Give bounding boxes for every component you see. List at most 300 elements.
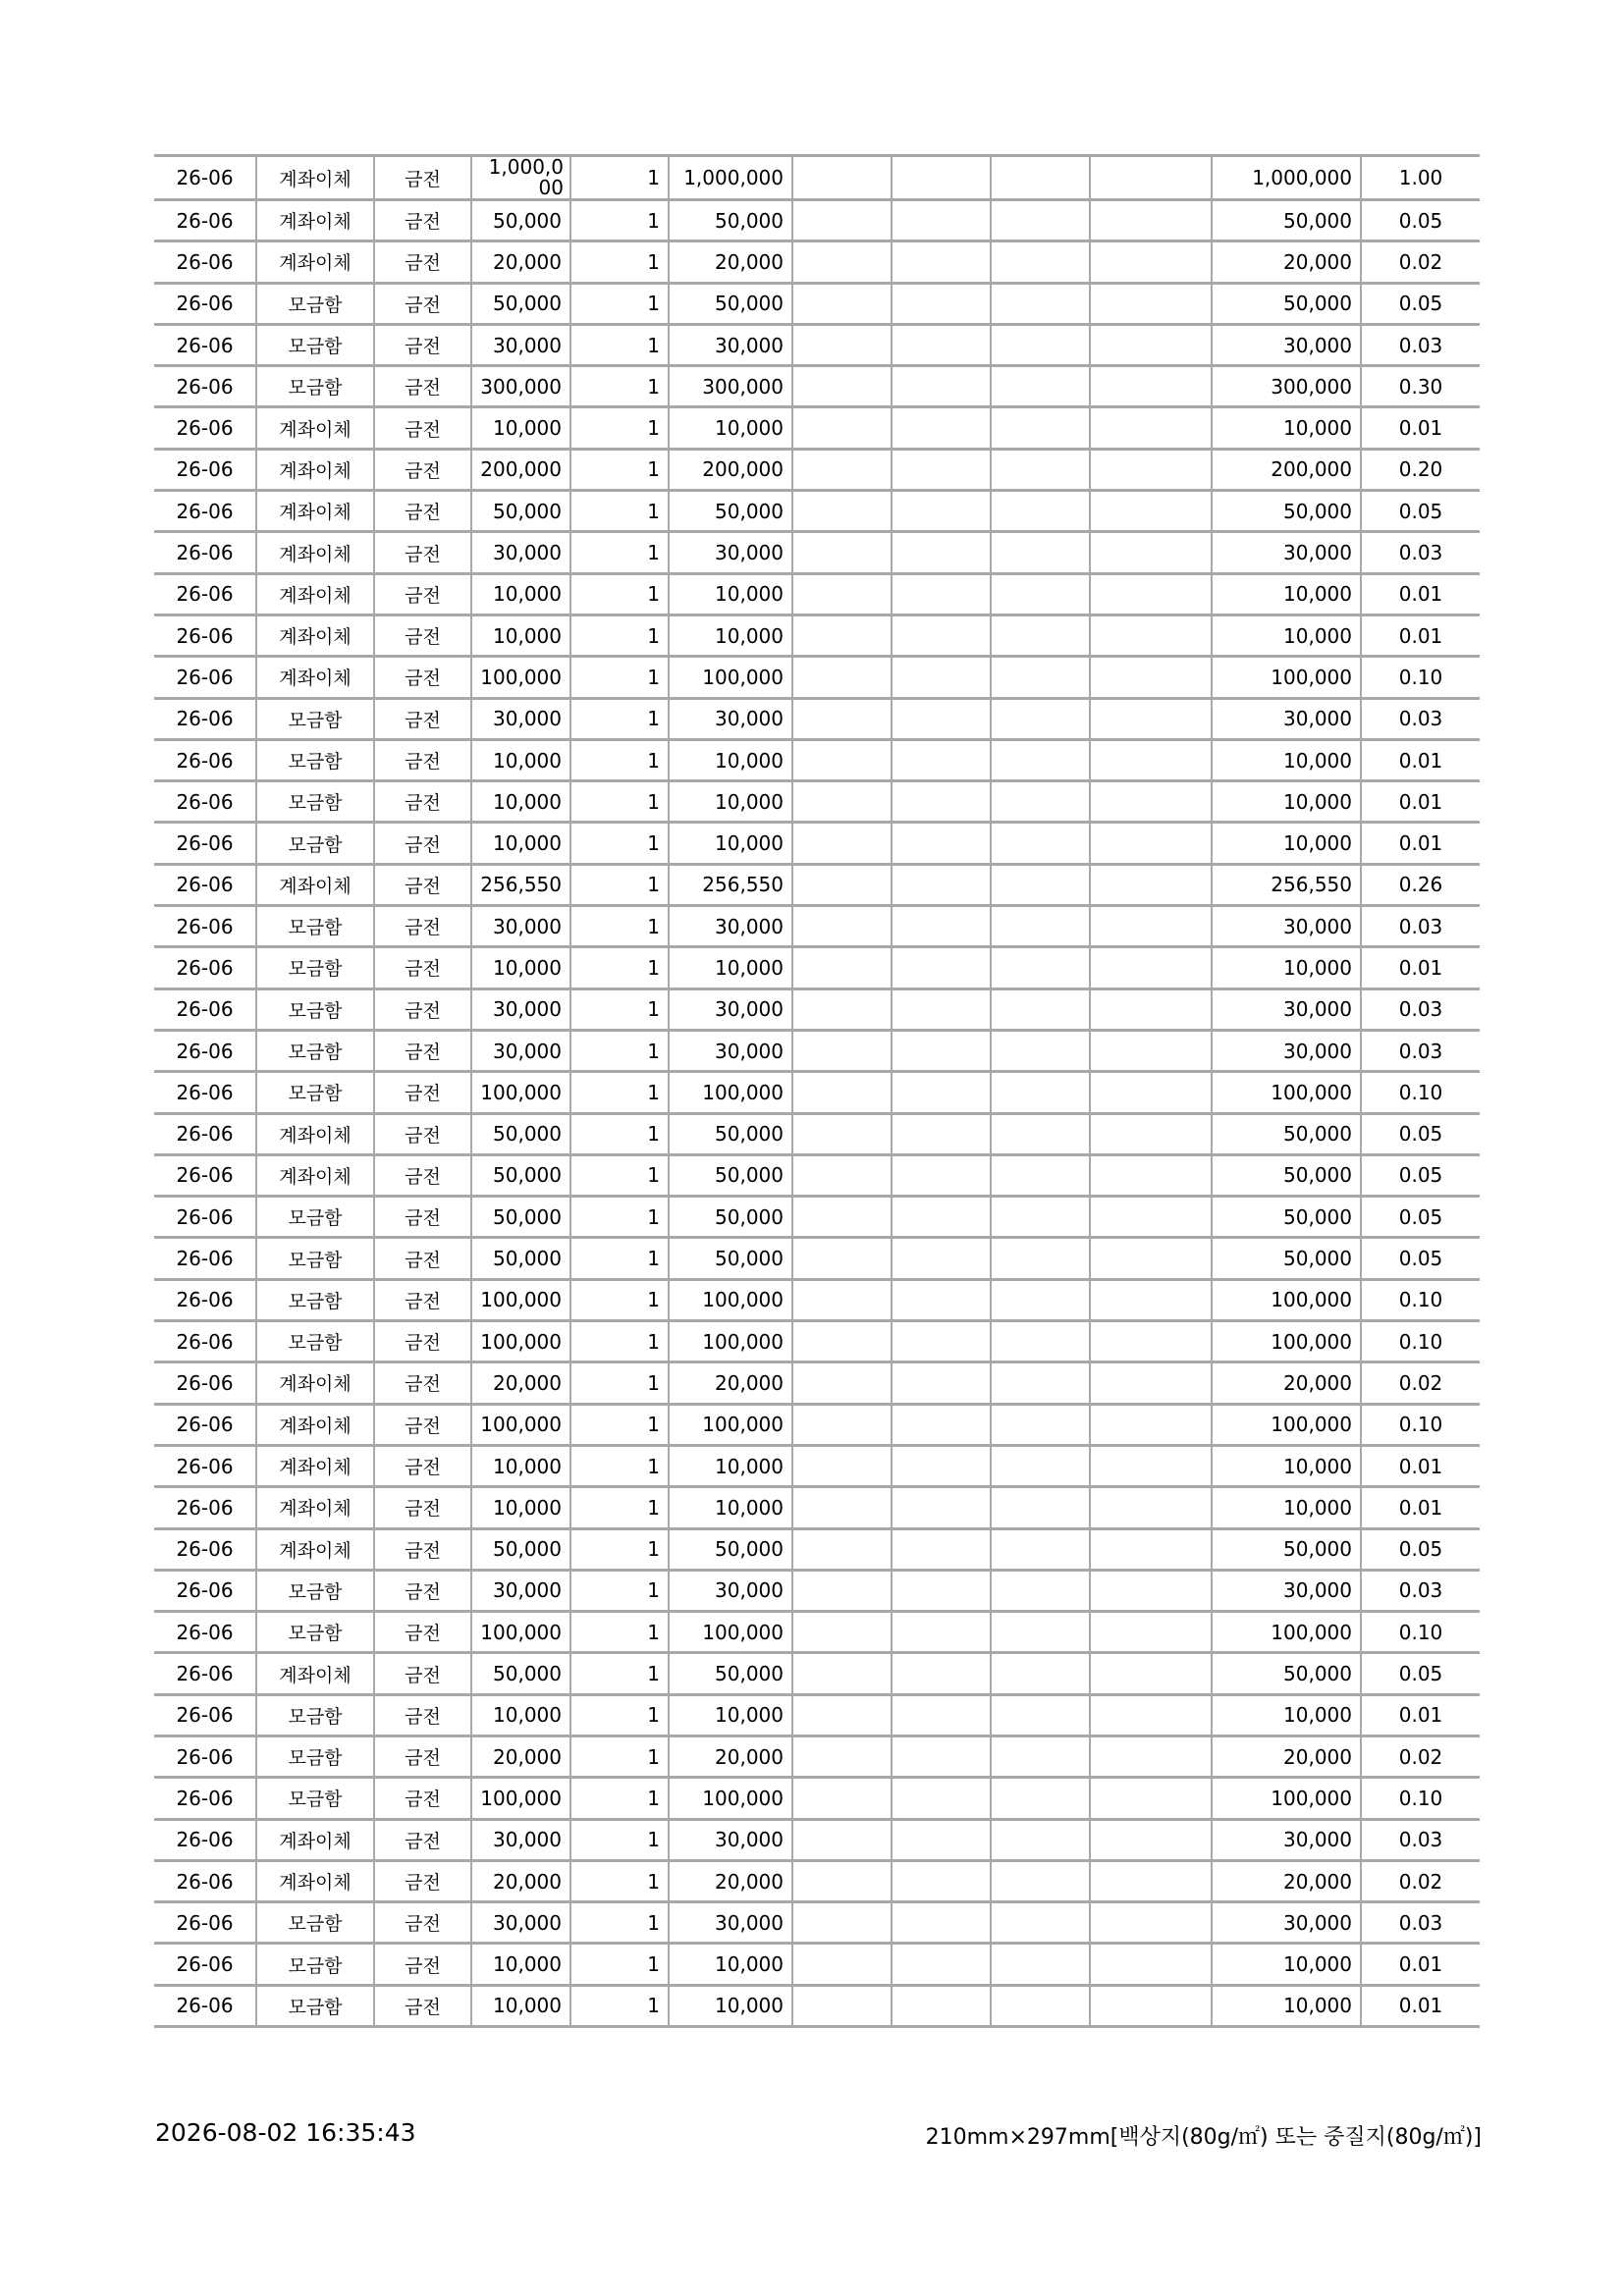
- cell-empty: [892, 1778, 991, 1819]
- cell-ratio: 0.30: [1361, 366, 1480, 407]
- cell-empty: [892, 906, 991, 947]
- cell-ratio: 0.01: [1361, 614, 1480, 656]
- cell-empty: [792, 1860, 892, 1901]
- cell-ratio: 0.05: [1361, 1197, 1480, 1238]
- cell-type: 금전: [374, 1487, 471, 1528]
- cell-year-month: 26-06: [154, 1279, 256, 1320]
- cell-total: 300,000: [1212, 366, 1361, 407]
- cell-year-month: 26-06: [154, 200, 256, 241]
- cell-type: 금전: [374, 988, 471, 1030]
- cell-type: 금전: [374, 1445, 471, 1486]
- cell-method: 계좌이체: [256, 449, 374, 490]
- cell-ratio: 0.01: [1361, 1985, 1480, 2026]
- cell-method: 계좌이체: [256, 1653, 374, 1694]
- cell-type: 금전: [374, 1570, 471, 1611]
- cell-amount: 100,000: [669, 1612, 792, 1653]
- cell-empty: [991, 781, 1090, 823]
- cell-empty: [892, 1819, 991, 1860]
- cell-quantity: 1: [570, 614, 669, 656]
- cell-unit-amount: 100,000: [471, 1404, 570, 1445]
- cell-empty: [892, 864, 991, 905]
- cell-method: 모금함: [256, 1902, 374, 1944]
- cell-empty: [991, 906, 1090, 947]
- table-row: [154, 366, 1480, 407]
- cell-method: 계좌이체: [256, 1362, 374, 1404]
- cell-empty: [1090, 1944, 1212, 1985]
- cell-empty: [1090, 1653, 1212, 1694]
- cell-empty: [792, 1279, 892, 1320]
- cell-empty: [991, 491, 1090, 532]
- cell-ratio: 0.01: [1361, 1944, 1480, 1985]
- cell-year-month: 26-06: [154, 864, 256, 905]
- cell-unit-amount: 300,000: [471, 366, 570, 407]
- table-row: [154, 1985, 1480, 2026]
- cell-total: 100,000: [1212, 1279, 1361, 1320]
- table-row: [154, 1694, 1480, 1735]
- cell-empty: [792, 1113, 892, 1154]
- cell-method: 계좌이체: [256, 864, 374, 905]
- cell-empty: [991, 614, 1090, 656]
- cell-empty: [892, 491, 991, 532]
- cell-empty: [792, 698, 892, 739]
- cell-empty: [792, 1030, 892, 1071]
- cell-unit-amount: 30,000: [471, 532, 570, 573]
- cell-year-month: 26-06: [154, 1819, 256, 1860]
- cell-empty: [892, 1154, 991, 1196]
- cell-empty: [991, 947, 1090, 988]
- cell-empty: [892, 1113, 991, 1154]
- cell-empty: [991, 1154, 1090, 1196]
- cell-method: 모금함: [256, 1321, 374, 1362]
- cell-ratio: 1.00: [1361, 156, 1480, 200]
- cell-method: 모금함: [256, 1944, 374, 1985]
- table-row: [154, 1944, 1480, 1985]
- paper-spec: 210mm×297mm[백상지(80g/㎡) 또는 중질지(80g/㎡)]: [925, 2125, 1482, 2150]
- cell-empty: [991, 1653, 1090, 1694]
- cell-empty: [792, 823, 892, 864]
- cell-empty: [991, 283, 1090, 324]
- cell-method: 모금함: [256, 324, 374, 365]
- cell-ratio: 0.26: [1361, 864, 1480, 905]
- cell-amount: 100,000: [669, 1279, 792, 1320]
- cell-total: 50,000: [1212, 491, 1361, 532]
- cell-empty: [1090, 1735, 1212, 1777]
- cell-empty: [1090, 1238, 1212, 1279]
- cell-type: 금전: [374, 1197, 471, 1238]
- cell-empty: [1090, 324, 1212, 365]
- cell-empty: [792, 1570, 892, 1611]
- cell-amount: 50,000: [669, 1154, 792, 1196]
- cell-method: 모금함: [256, 1985, 374, 2026]
- cell-type: 금전: [374, 1030, 471, 1071]
- cell-empty: [892, 366, 991, 407]
- table-row: [154, 1238, 1480, 1279]
- cell-empty: [892, 657, 991, 698]
- cell-unit-amount: 30,000: [471, 1570, 570, 1611]
- cell-type: 금전: [374, 1154, 471, 1196]
- cell-empty: [991, 1030, 1090, 1071]
- cell-quantity: 1: [570, 1612, 669, 1653]
- cell-quantity: 1: [570, 1362, 669, 1404]
- cell-unit-amount: 10,000: [471, 781, 570, 823]
- cell-empty: [892, 1944, 991, 1985]
- cell-empty: [991, 1445, 1090, 1486]
- table-row: [154, 906, 1480, 947]
- cell-type: 금전: [374, 1694, 471, 1735]
- cell-empty: [792, 1197, 892, 1238]
- cell-empty: [792, 1653, 892, 1694]
- cell-type: 금전: [374, 283, 471, 324]
- cell-year-month: 26-06: [154, 283, 256, 324]
- cell-year-month: 26-06: [154, 1944, 256, 1985]
- cell-ratio: 0.10: [1361, 1072, 1480, 1113]
- cell-year-month: 26-06: [154, 241, 256, 283]
- cell-quantity: 1: [570, 200, 669, 241]
- cell-empty: [792, 906, 892, 947]
- cell-empty: [892, 739, 991, 780]
- cell-empty: [1090, 823, 1212, 864]
- cell-year-month: 26-06: [154, 1030, 256, 1071]
- cell-amount: 50,000: [669, 200, 792, 241]
- cell-quantity: 1: [570, 1944, 669, 1985]
- cell-ratio: 0.05: [1361, 1113, 1480, 1154]
- cell-amount: 10,000: [669, 739, 792, 780]
- cell-year-month: 26-06: [154, 781, 256, 823]
- cell-unit-amount: 50,000: [471, 283, 570, 324]
- table-row: [154, 947, 1480, 988]
- cell-ratio: 0.01: [1361, 1487, 1480, 1528]
- cell-quantity: 1: [570, 988, 669, 1030]
- table-row: [154, 657, 1480, 698]
- cell-amount: 20,000: [669, 1362, 792, 1404]
- cell-year-month: 26-06: [154, 573, 256, 614]
- cell-quantity: 1: [570, 1819, 669, 1860]
- cell-type: 금전: [374, 823, 471, 864]
- cell-unit-amount: 50,000: [471, 1528, 570, 1570]
- table-row: [154, 1445, 1480, 1486]
- cell-unit-amount: 50,000: [471, 491, 570, 532]
- cell-unit-amount: 50,000: [471, 200, 570, 241]
- cell-type: 금전: [374, 1404, 471, 1445]
- cell-method: 계좌이체: [256, 1113, 374, 1154]
- cell-total: 30,000: [1212, 1030, 1361, 1071]
- cell-method: 계좌이체: [256, 657, 374, 698]
- cell-year-month: 26-06: [154, 1487, 256, 1528]
- cell-unit-amount: 30,000: [471, 324, 570, 365]
- table-row: [154, 781, 1480, 823]
- cell-empty: [892, 781, 991, 823]
- cell-empty: [892, 1653, 991, 1694]
- cell-ratio: 0.20: [1361, 449, 1480, 490]
- cell-amount: 20,000: [669, 241, 792, 283]
- table-row: [154, 1528, 1480, 1570]
- cell-method: 모금함: [256, 698, 374, 739]
- cell-method: 계좌이체: [256, 407, 374, 449]
- cell-empty: [892, 698, 991, 739]
- cell-amount: 10,000: [669, 1944, 792, 1985]
- cell-method: 모금함: [256, 1694, 374, 1735]
- cell-empty: [892, 1404, 991, 1445]
- cell-total: 30,000: [1212, 698, 1361, 739]
- cell-empty: [1090, 1570, 1212, 1611]
- cell-amount: 10,000: [669, 573, 792, 614]
- cell-unit-amount: 10,000: [471, 1694, 570, 1735]
- cell-total: 10,000: [1212, 781, 1361, 823]
- cell-total: 100,000: [1212, 1072, 1361, 1113]
- cell-empty: [991, 1404, 1090, 1445]
- cell-quantity: 1: [570, 657, 669, 698]
- cell-year-month: 26-06: [154, 1902, 256, 1944]
- cell-method: 계좌이체: [256, 1445, 374, 1486]
- cell-empty: [792, 491, 892, 532]
- cell-quantity: 1: [570, 156, 669, 200]
- cell-quantity: 1: [570, 1030, 669, 1071]
- cell-quantity: 1: [570, 283, 669, 324]
- cell-unit-amount: 200,000: [471, 449, 570, 490]
- cell-unit-amount: 50,000: [471, 1653, 570, 1694]
- cell-year-month: 26-06: [154, 156, 256, 200]
- cell-year-month: 26-06: [154, 1694, 256, 1735]
- cell-method: 모금함: [256, 1197, 374, 1238]
- cell-empty: [792, 988, 892, 1030]
- cell-amount: 30,000: [669, 988, 792, 1030]
- cell-year-month: 26-06: [154, 657, 256, 698]
- cell-year-month: 26-06: [154, 823, 256, 864]
- cell-type: 금전: [374, 1238, 471, 1279]
- cell-empty: [1090, 657, 1212, 698]
- cell-empty: [1090, 1321, 1212, 1362]
- cell-empty: [991, 1778, 1090, 1819]
- cell-method: 모금함: [256, 781, 374, 823]
- cell-total: 50,000: [1212, 1528, 1361, 1570]
- cell-amount: 256,550: [669, 864, 792, 905]
- cell-total: 30,000: [1212, 988, 1361, 1030]
- cell-empty: [792, 200, 892, 241]
- cell-empty: [892, 407, 991, 449]
- cell-empty: [1090, 1113, 1212, 1154]
- cell-empty: [1090, 491, 1212, 532]
- cell-empty: [1090, 1404, 1212, 1445]
- cell-empty: [1090, 698, 1212, 739]
- cell-year-month: 26-06: [154, 1238, 256, 1279]
- table-row: [154, 1570, 1480, 1611]
- table-row: [154, 324, 1480, 365]
- table-row: [154, 1612, 1480, 1653]
- cell-type: 금전: [374, 1612, 471, 1653]
- cell-total: 100,000: [1212, 1612, 1361, 1653]
- cell-quantity: 1: [570, 366, 669, 407]
- cell-empty: [892, 1860, 991, 1901]
- cell-quantity: 1: [570, 491, 669, 532]
- cell-empty: [1090, 1612, 1212, 1653]
- table-row: [154, 1778, 1480, 1819]
- cell-amount: 50,000: [669, 1528, 792, 1570]
- cell-ratio: 0.02: [1361, 1860, 1480, 1901]
- table-row: [154, 491, 1480, 532]
- cell-amount: 100,000: [669, 1321, 792, 1362]
- cell-ratio: 0.05: [1361, 491, 1480, 532]
- cell-total: 50,000: [1212, 1197, 1361, 1238]
- cell-empty: [991, 449, 1090, 490]
- cell-empty: [1090, 200, 1212, 241]
- cell-amount: 10,000: [669, 614, 792, 656]
- cell-ratio: 0.02: [1361, 241, 1480, 283]
- cell-unit-amount: 20,000: [471, 1860, 570, 1901]
- cell-unit-amount: 100,000: [471, 1072, 570, 1113]
- cell-type: 금전: [374, 407, 471, 449]
- cell-empty: [1090, 1528, 1212, 1570]
- cell-amount: 30,000: [669, 1030, 792, 1071]
- cell-ratio: 0.01: [1361, 1445, 1480, 1486]
- cell-empty: [892, 1279, 991, 1320]
- cell-method: 계좌이체: [256, 1487, 374, 1528]
- cell-empty: [792, 1404, 892, 1445]
- cell-empty: [991, 407, 1090, 449]
- cell-method: 모금함: [256, 283, 374, 324]
- cell-empty: [991, 1487, 1090, 1528]
- cell-empty: [792, 407, 892, 449]
- cell-year-month: 26-06: [154, 1860, 256, 1901]
- cell-total: 30,000: [1212, 324, 1361, 365]
- cell-empty: [1090, 407, 1212, 449]
- cell-amount: 50,000: [669, 491, 792, 532]
- cell-amount: 10,000: [669, 1694, 792, 1735]
- cell-total: 10,000: [1212, 1694, 1361, 1735]
- cell-total: 30,000: [1212, 532, 1361, 573]
- cell-empty: [1090, 1860, 1212, 1901]
- cell-empty: [991, 1694, 1090, 1735]
- cell-unit-amount: 10,000: [471, 407, 570, 449]
- cell-amount: 100,000: [669, 1072, 792, 1113]
- cell-year-month: 26-06: [154, 366, 256, 407]
- cell-empty: [991, 1902, 1090, 1944]
- cell-method: 모금함: [256, 906, 374, 947]
- cell-total: 30,000: [1212, 1570, 1361, 1611]
- cell-quantity: 1: [570, 1694, 669, 1735]
- cell-quantity: 1: [570, 864, 669, 905]
- cell-type: 금전: [374, 156, 471, 200]
- cell-empty: [892, 156, 991, 200]
- cell-year-month: 26-06: [154, 1321, 256, 1362]
- cell-amount: 30,000: [669, 1819, 792, 1860]
- cell-method: 계좌이체: [256, 1860, 374, 1901]
- cell-type: 금전: [374, 241, 471, 283]
- cell-empty: [792, 1362, 892, 1404]
- cell-quantity: 1: [570, 1279, 669, 1320]
- cell-empty: [892, 1735, 991, 1777]
- cell-empty: [991, 1944, 1090, 1985]
- cell-total: 100,000: [1212, 1404, 1361, 1445]
- cell-quantity: 1: [570, 1653, 669, 1694]
- cell-empty: [792, 283, 892, 324]
- cell-method: 모금함: [256, 1570, 374, 1611]
- cell-empty: [991, 1113, 1090, 1154]
- table-row: [154, 1902, 1480, 1944]
- cell-empty: [792, 573, 892, 614]
- cell-amount: 50,000: [669, 1238, 792, 1279]
- cell-empty: [1090, 1487, 1212, 1528]
- cell-ratio: 0.05: [1361, 1528, 1480, 1570]
- cell-unit-amount: 10,000: [471, 573, 570, 614]
- cell-quantity: 1: [570, 698, 669, 739]
- cell-empty: [1090, 241, 1212, 283]
- cell-empty: [1090, 739, 1212, 780]
- cell-unit-amount: 30,000: [471, 906, 570, 947]
- cell-empty: [792, 1694, 892, 1735]
- cell-empty: [792, 1238, 892, 1279]
- cell-empty: [1090, 1362, 1212, 1404]
- cell-ratio: 0.10: [1361, 657, 1480, 698]
- cell-empty: [1090, 1985, 1212, 2026]
- cell-empty: [1090, 781, 1212, 823]
- cell-method: 모금함: [256, 1279, 374, 1320]
- cell-empty: [991, 324, 1090, 365]
- cell-total: 20,000: [1212, 1735, 1361, 1777]
- cell-quantity: 1: [570, 1735, 669, 1777]
- cell-quantity: 1: [570, 324, 669, 365]
- cell-ratio: 0.03: [1361, 906, 1480, 947]
- cell-year-month: 26-06: [154, 1528, 256, 1570]
- cell-empty: [792, 1902, 892, 1944]
- cell-empty: [792, 1154, 892, 1196]
- cell-amount: 30,000: [669, 1902, 792, 1944]
- table-row: [154, 407, 1480, 449]
- cell-empty: [991, 200, 1090, 241]
- cell-total: 10,000: [1212, 1487, 1361, 1528]
- cell-total: 20,000: [1212, 1362, 1361, 1404]
- cell-empty: [792, 241, 892, 283]
- cell-total: 256,550: [1212, 864, 1361, 905]
- cell-unit-amount: 30,000: [471, 988, 570, 1030]
- cell-quantity: 1: [570, 823, 669, 864]
- cell-total: 30,000: [1212, 1819, 1361, 1860]
- table-row: [154, 1154, 1480, 1196]
- cell-method: 모금함: [256, 947, 374, 988]
- cell-amount: 50,000: [669, 283, 792, 324]
- cell-empty: [892, 1612, 991, 1653]
- cell-empty: [892, 241, 991, 283]
- cell-quantity: 1: [570, 947, 669, 988]
- cell-type: 금전: [374, 1279, 471, 1320]
- cell-total: 100,000: [1212, 1778, 1361, 1819]
- cell-total: 200,000: [1212, 449, 1361, 490]
- cell-empty: [991, 1860, 1090, 1901]
- cell-year-month: 26-06: [154, 1985, 256, 2026]
- cell-total: 10,000: [1212, 739, 1361, 780]
- cell-total: 50,000: [1212, 1238, 1361, 1279]
- cell-amount: 10,000: [669, 781, 792, 823]
- cell-quantity: 1: [570, 1321, 669, 1362]
- cell-empty: [792, 1445, 892, 1486]
- cell-year-month: 26-06: [154, 739, 256, 780]
- table-row: [154, 1735, 1480, 1777]
- cell-unit-amount: 10,000: [471, 1445, 570, 1486]
- cell-year-month: 26-06: [154, 1362, 256, 1404]
- cell-empty: [892, 1985, 991, 2026]
- cell-ratio: 0.01: [1361, 573, 1480, 614]
- cell-year-month: 26-06: [154, 947, 256, 988]
- table-row: [154, 1072, 1480, 1113]
- cell-empty: [892, 823, 991, 864]
- cell-empty: [1090, 1778, 1212, 1819]
- cell-ratio: 0.10: [1361, 1778, 1480, 1819]
- cell-total: 50,000: [1212, 1113, 1361, 1154]
- cell-empty: [792, 324, 892, 365]
- cell-amount: 10,000: [669, 823, 792, 864]
- cell-type: 금전: [374, 864, 471, 905]
- cell-total: 1,000,000: [1212, 156, 1361, 200]
- cell-empty: [1090, 449, 1212, 490]
